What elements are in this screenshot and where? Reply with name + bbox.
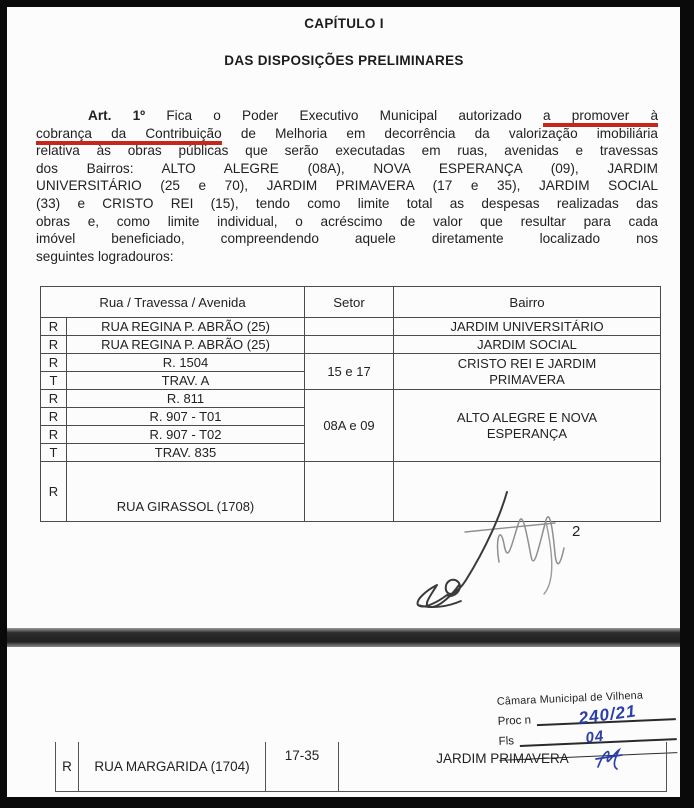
roads-table [40,286,661,522]
table-row [41,390,661,408]
article-paragraph [36,107,658,265]
street-cell: RUA MARGARIDA (1704) [79,742,266,791]
scan-border-bottom [0,797,694,808]
table-row [41,318,661,336]
row-type-cell: R [41,354,67,372]
article-text: (33) e CRISTO REI (15), tendo como limite total as despesas realizadas das [36,195,658,211]
article-text: dos Bairros: ALTO ALEGRE (08A), NOVA ESPERANÇA (09), JARDIM [36,160,658,176]
stamp-fls-handwritten: 04 [584,727,606,747]
header-bairro: Bairro [394,287,661,318]
scan-border-top [0,0,694,7]
street-cell: R. 1504 [67,354,305,372]
row-type-cell: R [41,426,67,444]
bairro-text: JARDIM UNIVERSITÁRIO [450,318,604,334]
article-line [36,213,658,231]
row-type-cell: R [41,336,67,354]
stamp-org-name: Câmara Municipal de Vilhena [496,689,644,708]
bairro-text: CRISTO REI E JARDIM PRIMAVERA [457,355,597,387]
row-type-cell: R [56,742,79,791]
red-underlined-text: cobrança da Contribuição [36,126,222,145]
article-line [36,195,658,213]
table-row [41,354,661,372]
article-text: seguintes logradouros: [36,248,174,264]
table-row [41,336,661,354]
street-cell: RUA REGINA P. ABRÃO (25) [67,318,305,336]
table-header-row [41,287,661,318]
street-cell: R. 907 - T01 [67,408,305,426]
setor-cell [305,462,394,522]
section-title: DAS DISPOSIÇÕES PRELIMINARES [224,53,464,68]
stamp-proc-line [537,701,676,728]
bairro-cell [394,318,661,336]
setor-cell: 17-35 [266,742,339,791]
bairro-cell [394,354,661,390]
article-text: de Melhoria em decorrência da valorização imobiliária [221,125,658,141]
article-line [36,248,658,266]
row-type-cell: T [41,444,67,462]
red-underlined-text: a promover à [543,108,658,127]
street-cell: R. 811 [67,390,305,408]
street-cell: TRAV. A [67,372,305,390]
scan-border-right [680,0,694,808]
bairro-text: JARDIM SOCIAL [477,336,577,352]
bairro-cell: JARDIM PRIMAVERA [436,751,569,766]
setor-cell [305,318,394,336]
row-type-cell: R [41,318,67,336]
row-type-cell: R [41,390,67,408]
stamp-proc-label: Proc n [497,714,532,728]
row-type-cell: R [41,408,67,426]
header-street: Rua / Travessa / Avenida [41,287,305,318]
article-line [36,230,658,248]
bairro-text: ALTO ALEGRE E NOVA ESPERANÇA [456,409,598,441]
bairro-cell [394,390,661,462]
article-line [36,160,658,178]
signature-scribble [403,488,568,613]
street-cell: RUA GIRASSOL (1708) [67,462,305,522]
street-cell: RUA REGINA P. ABRÃO (25) [67,336,305,354]
row-type-cell: R [41,462,67,522]
article-text: imóvel beneficiado, compreendendo aquele diretamente localizado nos [36,231,658,247]
setor-cell: 08A e 09 [305,390,394,462]
article-text: relativa às obras públicas que serão executadas em ruas, avenidas e travessas [36,143,658,159]
next-page-table-fragment [55,742,667,792]
page-fold-divider [0,628,694,647]
article-text: Fica o Poder Executivo Municipal autorizado [145,108,544,123]
article-text: Art. 1º [88,108,146,123]
stamp-fls-label: Fls [498,735,515,748]
article-text: UNIVERSITÁRIO (25 e 70), JARDIM PRIMAVERA (17 e 35), JARDIM SOCIAL [36,178,658,194]
bairro-cell [394,336,661,354]
stamp-proc-handwritten: 240/21 [577,701,638,728]
scan-border-left [0,0,7,808]
page-number: 2 [572,523,581,540]
article-line [36,107,658,125]
blue-rubric-initials [594,745,624,773]
header-setor: Setor [305,287,394,318]
street-cell: R. 907 - T02 [67,426,305,444]
setor-cell [305,336,394,354]
article-text: obras e, como limite individual, o acréscimo de valor que resultar para cada [36,213,658,229]
article-line [36,177,658,195]
article-line [36,142,658,160]
chapter-title: CAPÍTULO I [304,16,384,31]
row-type-cell: T [41,372,67,390]
street-cell: TRAV. 835 [67,444,305,462]
setor-cell: 15 e 17 [305,354,394,390]
article-line [36,125,658,143]
